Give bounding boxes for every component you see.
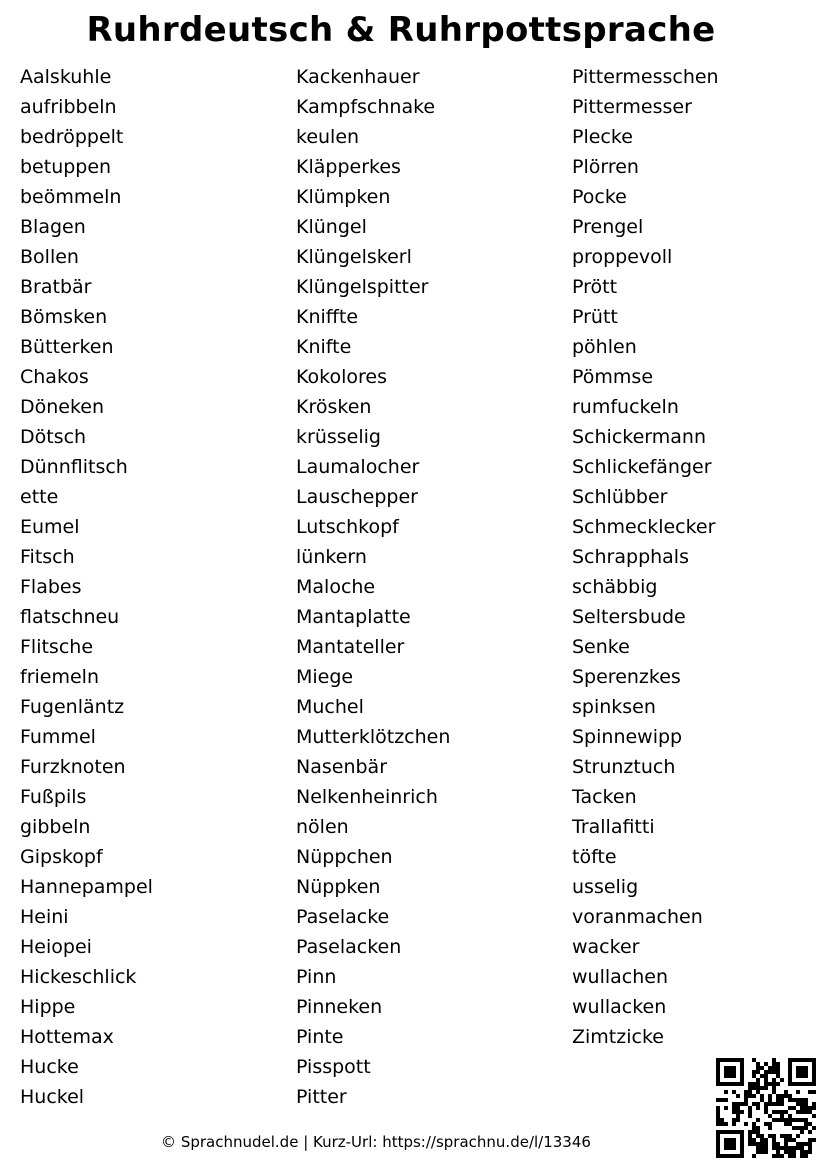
word-item: Bratbär (20, 276, 92, 298)
word-item: Prött (572, 276, 618, 298)
word-item: Pinneken (296, 996, 383, 1018)
word-item: usselig (572, 876, 639, 898)
qr-code-icon (716, 1058, 816, 1158)
word-item: Schickermann (572, 426, 707, 448)
word-item: Mantaplatte (296, 606, 411, 628)
word-item: Klümpken (296, 186, 391, 208)
word-item: Muchel (296, 696, 364, 718)
word-item: Bömsken (20, 306, 108, 328)
word-item: Pinn (296, 966, 337, 988)
word-item: Pittermesschen (572, 66, 719, 88)
word-item: Gipskopf (20, 846, 103, 868)
word-item: Kampfschnake (296, 96, 436, 118)
word-item: friemeln (20, 666, 99, 688)
word-item: Zimtzicke (572, 1026, 664, 1048)
word-item: betuppen (20, 156, 112, 178)
word-item: Hottemax (20, 1026, 114, 1048)
word-item: Kläpperkes (296, 156, 401, 178)
word-item: Klüngelspitter (296, 276, 429, 298)
word-item: wacker (572, 936, 640, 958)
word-item: Miege (296, 666, 354, 688)
word-item: Senke (572, 636, 630, 658)
word-item: Spinnewipp (572, 726, 683, 748)
word-item: ette (20, 486, 59, 508)
word-item: Nüppchen (296, 846, 393, 868)
word-item: Sperenzkes (572, 666, 681, 688)
word-item: Knifte (296, 336, 352, 358)
word-item: Schlickefänger (572, 456, 712, 478)
word-item: voranmachen (572, 906, 703, 928)
word-item: Mantateller (296, 636, 405, 658)
word-item: spinksen (572, 696, 656, 718)
word-column-1 (20, 62, 153, 1112)
word-item: nölen (296, 816, 349, 838)
word-item: schäbbig (572, 576, 658, 598)
word-item: Prengel (572, 216, 644, 238)
word-item: proppevoll (572, 246, 673, 268)
word-item: Bütterken (20, 336, 114, 358)
word-column-3 (572, 62, 719, 1052)
word-item: wullacken (572, 996, 667, 1018)
word-item: Kniffte (296, 306, 359, 328)
word-item: bedröppelt (20, 126, 124, 148)
word-item: Fitsch (20, 546, 75, 568)
word-item: gibbeln (20, 816, 91, 838)
word-item: Bollen (20, 246, 79, 268)
word-item: Nelkenheinrich (296, 786, 438, 808)
word-item: Flabes (20, 576, 82, 598)
word-item: Paselacken (296, 936, 402, 958)
word-item: Hannepampel (20, 876, 153, 898)
word-item: pöhlen (572, 336, 637, 358)
word-item: Schmecklecker (572, 516, 716, 538)
word-item: Flitsche (20, 636, 94, 658)
word-item: Kackenhauer (296, 66, 420, 88)
word-item: Nasenbär (296, 756, 388, 778)
word-item: Mutterklötzchen (296, 726, 451, 748)
word-item: Klüngelskerl (296, 246, 412, 268)
page-title: Ruhrdeutsch & Ruhrpottsprache (86, 10, 716, 50)
word-item: Fugenläntz (20, 696, 125, 718)
word-item: Seltersbude (572, 606, 686, 628)
word-item: Heini (20, 906, 69, 928)
word-item: Pittermesser (572, 96, 692, 118)
word-item: Krösken (296, 396, 372, 418)
word-item: Fummel (20, 726, 96, 748)
word-item: lünkern (296, 546, 367, 568)
word-item: Pitter (296, 1086, 347, 1108)
word-item: Plörren (572, 156, 639, 178)
word-item: wullachen (572, 966, 669, 988)
word-item: Paselacke (296, 906, 390, 928)
word-item: Hucke (20, 1056, 79, 1078)
word-item: Prütt (572, 306, 618, 328)
word-item: Pocke (572, 186, 627, 208)
word-item: Tacken (572, 786, 637, 808)
word-item: Kokolores (296, 366, 387, 388)
word-item: krüsselig (296, 426, 381, 448)
word-item: Hickeschlick (20, 966, 137, 988)
footer-text: © Sprachnudel.de | Kurz-Url: https://sprachnu.de/l/13346 (161, 1133, 591, 1151)
word-item: rumfuckeln (572, 396, 679, 418)
word-item: Nüppken (296, 876, 381, 898)
word-item: Chakos (20, 366, 89, 388)
word-item: Schlübber (572, 486, 668, 508)
word-item: Heiopei (20, 936, 92, 958)
word-item: Huckel (20, 1086, 85, 1108)
word-item: Schrapphals (572, 546, 689, 568)
word-item: Dünnflitsch (20, 456, 128, 478)
word-item: Eumel (20, 516, 80, 538)
word-item: töfte (572, 846, 617, 868)
word-item: Pömmse (572, 366, 654, 388)
word-item: Dötsch (20, 426, 87, 448)
word-item: Pinte (296, 1026, 344, 1048)
word-item: Trallafitti (572, 816, 655, 838)
word-item: Fußpils (20, 786, 87, 808)
word-item: Klüngel (296, 216, 367, 238)
word-item: Laumalocher (296, 456, 420, 478)
word-item: Pisspott (296, 1056, 371, 1078)
word-item: Maloche (296, 576, 376, 598)
word-item: keulen (296, 126, 360, 148)
word-item: Plecke (572, 126, 633, 148)
word-item: Lauschepper (296, 486, 418, 508)
word-item: Aalskuhle (20, 66, 112, 88)
word-item: Döneken (20, 396, 105, 418)
word-item: flatschneu (20, 606, 120, 628)
word-item: Strunztuch (572, 756, 676, 778)
word-column-2 (296, 62, 450, 1112)
word-item: Furzknoten (20, 756, 126, 778)
word-item: Lutschkopf (296, 516, 399, 538)
word-item: beömmeln (20, 186, 122, 208)
word-item: Blagen (20, 216, 86, 238)
word-item: Hippe (20, 996, 76, 1018)
word-item: aufribbeln (20, 96, 117, 118)
